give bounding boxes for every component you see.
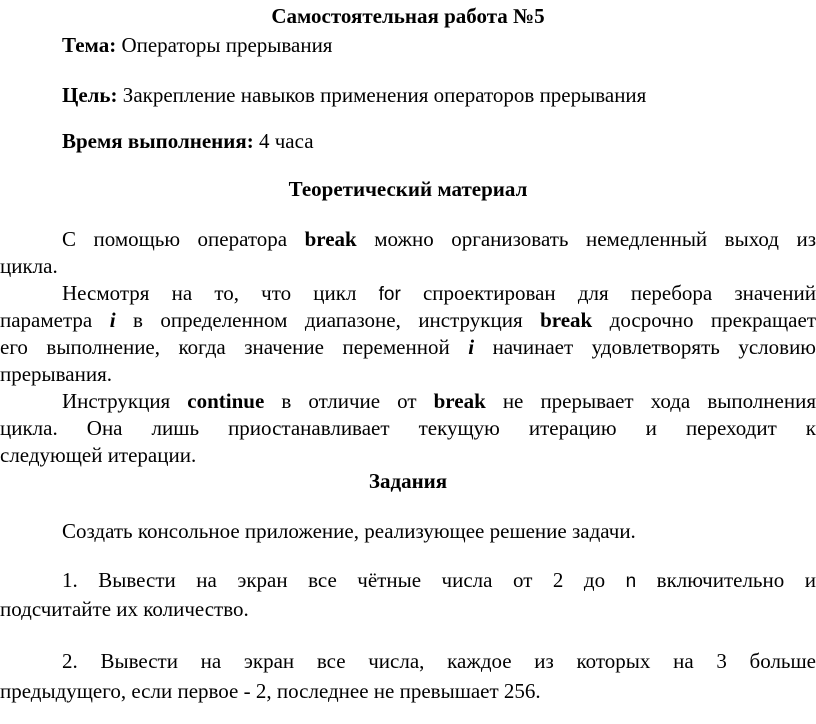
p2-l2-text-a: параметра [0, 308, 110, 332]
document-title: Самостоятельная работа №5 [271, 4, 545, 28]
p2-keyword-for: for [378, 284, 401, 305]
tasks-intro: Создать консольное приложение, реализующее решение задачи. [62, 519, 636, 543]
p2-l3-variable-i: i [468, 335, 475, 359]
paragraph-2-line-3 [0, 334, 816, 360]
p2-l3-text-a: его выполнение, когда значение переменной [0, 335, 469, 359]
time-line [62, 128, 802, 154]
p1-keyword-break: break [304, 227, 357, 251]
task-2-line-1: 2. Вывести на экран все числа, каждое из которых на 3 больше [62, 649, 816, 673]
tasks-heading: Задания [368, 469, 448, 493]
task-2-line-2: предыдущего, если первое - 2, последнее не превышает 256. [0, 679, 541, 703]
task-1-text-b: включительно и [636, 568, 816, 592]
p3-keyword-continue: continue [187, 389, 265, 413]
goal-line [62, 82, 802, 108]
goal-label: Цель: [62, 83, 118, 107]
paragraph-1-line-2: цикла. [0, 254, 58, 278]
theory-heading: Теоретический материал [288, 177, 528, 201]
p3-text-b: в отличие от [264, 389, 434, 413]
paragraph-2-line-1 [0, 280, 816, 308]
p2-l2-keyword-break: break [540, 308, 593, 332]
paragraph-3-line-1 [0, 388, 816, 414]
p1-text-a: С помощью оператора [62, 227, 305, 251]
paragraph-2-line-4: прерывания. [0, 362, 113, 386]
paragraph-3-line-3: следующей итерации. [0, 443, 197, 467]
p3-keyword-break: break [433, 389, 486, 413]
paragraph-3-line-2: цикла. Она лишь приостанавливает текущую итерацию и переходит к [0, 416, 816, 440]
paragraph-1-line-1 [0, 226, 816, 252]
p3-text-c: не прерывает хода выполнения [485, 389, 816, 413]
topic-label: Тема: [62, 33, 117, 57]
topic-value: Операторы прерывания [121, 33, 333, 57]
p2-l2-variable-i: i [109, 308, 116, 332]
p2-l2-text-b: в определенном диапазоне, инструкция [115, 308, 541, 332]
p2-l3-text-b: начинает удовлетворять условию [474, 335, 816, 359]
task-1-variable-n: n [625, 571, 637, 592]
topic-line [62, 32, 802, 58]
p2-l2-text-c: досрочно прекращает [592, 308, 816, 332]
task-1-line-2: подсчитайте их количество. [0, 597, 249, 621]
task-1-line-1 [0, 567, 816, 595]
p1-text-b: можно организовать немедленный выход из [356, 227, 816, 251]
paragraph-2-line-2 [0, 307, 816, 333]
p3-text-a: Инструкция [62, 389, 188, 413]
p2-text-b: спроектирован для перебора значений [400, 281, 816, 305]
time-value: 4 часа [259, 129, 314, 153]
goal-value: Закрепление навыков применения операторов прерывания [122, 83, 647, 107]
time-label: Время выполнения: [62, 129, 254, 153]
task-1-text-a: 1. Вывести на экран все чётные числа от 2 до [62, 568, 626, 592]
p2-text-a: Несмотря на то, что цикл [62, 281, 379, 305]
